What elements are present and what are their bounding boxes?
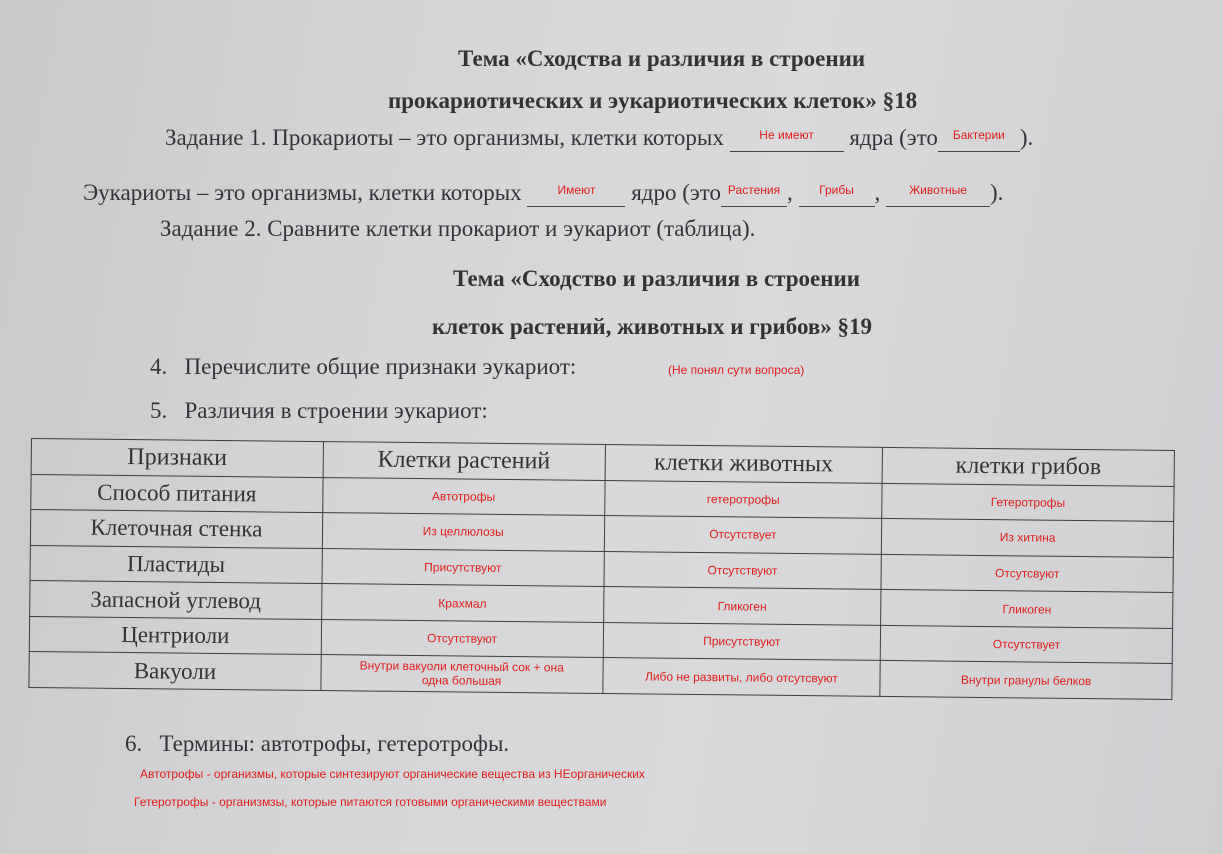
topic-title-line2: прокариотических и эукариотических клеток» §18 xyxy=(388,88,918,113)
cell-plants xyxy=(322,477,604,516)
task1-line1 xyxy=(165,125,1033,152)
comma: , xyxy=(787,180,793,205)
header-features: Признаки xyxy=(31,439,323,478)
answer-text: Либо не развиты, либо отсутсвуют xyxy=(644,669,838,686)
answer-prokaryote-nucleus: Не имеют xyxy=(759,128,814,142)
cell-animals xyxy=(603,622,881,660)
task1-line1-mid: ядра (это xyxy=(849,125,938,150)
header-animal-cells: клетки животных xyxy=(605,445,883,483)
cell-plants xyxy=(321,619,603,658)
row-label: Вакуоли xyxy=(29,652,321,691)
cell-plants xyxy=(321,655,603,694)
answer-text: Из хитина xyxy=(999,530,1056,546)
cell-animals xyxy=(603,587,881,625)
topic2-title-line1: Тема «Сходство и различия в строении xyxy=(453,266,860,291)
answer-text: гетеротрофы xyxy=(706,491,780,507)
answer-text: Отсутствует xyxy=(709,527,777,543)
question-4-text: Перечислите общие признаки эукариот: xyxy=(184,354,577,379)
blank-eukaryote-example2 xyxy=(799,180,875,207)
task1-line2-end: ). xyxy=(990,180,1004,205)
topic2-title-line2: клеток растений, животных и грибов» §19 xyxy=(432,314,873,339)
answer-autotrophs: Автотрофы - организмы, которые синтезируют органические вещества из НЕорганических xyxy=(140,767,645,781)
question-4-answer: (Не понял сути вопроса) xyxy=(668,363,805,377)
blank-prokaryote-nucleus xyxy=(730,125,844,152)
blank-eukaryote-example1 xyxy=(721,180,787,207)
question-5-number: 5. xyxy=(150,398,168,423)
cell-animals xyxy=(604,516,882,554)
row-label: Центриоли xyxy=(29,616,321,655)
cell-plants xyxy=(321,584,603,623)
answer-text: Автотрофы xyxy=(431,489,496,504)
blank-prokaryote-example xyxy=(938,125,1020,152)
header-fungal-cells: клетки грибов xyxy=(882,447,1174,486)
cell-fungi xyxy=(881,590,1173,629)
answer-prokaryote-example: Бактерии xyxy=(952,128,1005,142)
topic-title-line1: Тема «Сходства и различия в строении xyxy=(458,46,866,71)
comma: , xyxy=(874,180,881,205)
question-4 xyxy=(150,354,576,380)
answer-eukaryote-example3: Животные xyxy=(909,183,967,197)
task1-line2-mid: ядро (это xyxy=(631,180,721,205)
answer-text: Присутствуют xyxy=(703,634,781,649)
answer-text: Отсутствуют xyxy=(427,631,498,646)
question-5-text: Различия в строении эукариот: xyxy=(184,398,488,423)
answer-text: Внутри вакуоли клеточный сок + она одна большая xyxy=(359,658,564,688)
cell-plants xyxy=(322,513,604,552)
answer-text: Присутствуют xyxy=(424,560,502,575)
task1-line2 xyxy=(83,180,1003,207)
question-4-number: 4. xyxy=(150,354,168,379)
question-5 xyxy=(150,398,488,424)
row-label: Способ питания xyxy=(31,474,323,513)
question-6 xyxy=(125,731,509,757)
answer-text: Из целлюлозы xyxy=(422,524,504,540)
answer-text: Гетеротрофы xyxy=(990,494,1066,510)
answer-text: Крахмал xyxy=(438,595,487,611)
cell-fungi xyxy=(882,519,1174,558)
cell-plants xyxy=(322,548,604,587)
row-label: Запасной углевод xyxy=(30,581,322,620)
answer-heterotrophs: Гетеротрофы - организмзы, которые питаются готовыми органическими веществами xyxy=(134,795,607,809)
cell-fungi xyxy=(880,661,1172,700)
answer-text: Отсутствуют xyxy=(707,563,778,578)
answer-text: Гликоген xyxy=(717,598,767,614)
blank-eukaryote-nucleus xyxy=(527,180,625,207)
eukaryote-differences-table xyxy=(28,438,1175,700)
task2-text: Задание 2. Сравните клетки прокариот и эукариот (таблица). xyxy=(160,216,756,241)
task1-line1-end: ). xyxy=(1019,125,1034,150)
row-label: Пластиды xyxy=(30,545,322,584)
answer-text: Гликоген xyxy=(1002,601,1052,617)
task1-line2-prefix: Эукариоты – это организмы, клетки которых xyxy=(83,180,522,205)
blank-eukaryote-example3 xyxy=(886,180,990,207)
header-plant-cells: Клетки растений xyxy=(323,442,605,481)
cell-animals xyxy=(603,551,881,589)
answer-text: Внутри гранулы белков xyxy=(960,672,1092,688)
cell-fungi xyxy=(881,554,1173,593)
answer-eukaryote-example2: Грибы xyxy=(819,183,854,197)
answer-eukaryote-example1: Растения xyxy=(727,183,781,197)
question-6-number: 6. xyxy=(125,731,143,756)
row-label: Клеточная стенка xyxy=(30,510,322,549)
cell-animals xyxy=(604,480,882,518)
answer-text: Отсутсвуют xyxy=(994,566,1060,581)
cell-fungi xyxy=(880,625,1172,664)
answer-eukaryote-nucleus: Имеют xyxy=(557,183,596,197)
question-6-text: Термины: автотрофы, гетеротрофы. xyxy=(159,731,510,756)
cell-animals xyxy=(602,658,880,697)
task1-line1-prefix: Задание 1. Прокариоты – это организмы, клетки которых xyxy=(165,125,724,150)
cell-fungi xyxy=(882,483,1174,522)
answer-text: Отсутствует xyxy=(992,637,1061,652)
